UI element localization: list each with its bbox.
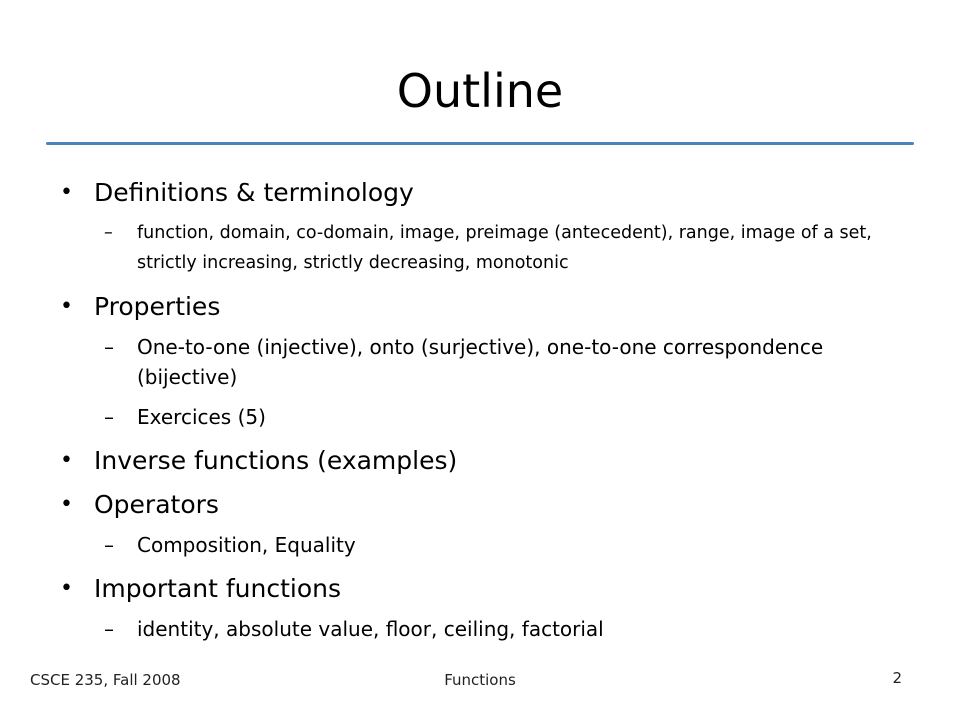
page-number: 2	[892, 669, 902, 687]
sub-bullet-item	[60, 530, 920, 560]
sub-bullet-text: Composition, Equality	[137, 533, 356, 557]
bullet-item	[60, 574, 920, 604]
footer-course: CSCE 235, Fall 2008	[30, 671, 181, 689]
dash-marker: –	[104, 335, 114, 359]
bullet-text: Important functions	[94, 574, 342, 603]
sub-bullet-text: One-to-one (injective), onto (surjective), one-to-one correspondence (bijective)	[137, 335, 824, 389]
bullet-item	[60, 292, 920, 322]
bullet-dot: •	[60, 448, 73, 473]
bullet-list	[60, 172, 920, 644]
sub-bullet-text: Exercices (5)	[137, 405, 266, 429]
dash-marker: –	[104, 617, 114, 641]
bullet-item	[60, 490, 920, 520]
sub-bullet-item	[60, 332, 920, 392]
slide-title: Outline	[396, 64, 564, 118]
dash-marker: –	[104, 405, 114, 429]
sub-bullet-item	[60, 614, 920, 644]
bullet-item	[60, 446, 920, 476]
sub-bullet-item	[60, 402, 920, 432]
bullet-text: Inverse functions (examples)	[94, 446, 458, 475]
bullet-dot: •	[60, 492, 73, 517]
bullet-dot: •	[60, 576, 73, 601]
sub-bullet-item	[60, 218, 920, 278]
dash-marker: –	[104, 533, 114, 557]
title-underline	[46, 142, 914, 145]
bullet-item	[60, 178, 920, 208]
bullet-text: Properties	[94, 292, 221, 321]
dash-marker: –	[104, 223, 113, 243]
bullet-text: Definitions & terminology	[94, 178, 414, 207]
bullet-dot: •	[60, 294, 73, 319]
footer-topic: Functions	[444, 671, 516, 689]
sub-bullet-text: identity, absolute value, floor, ceiling, factorial	[137, 617, 604, 641]
bullet-dot: •	[60, 180, 73, 205]
bullet-text: Operators	[94, 490, 219, 519]
sub-bullet-text: function, domain, co-domain, image, preimage (antecedent), range, image of a set, strictly increasing, strictly decreasing, monotonic	[137, 223, 872, 273]
